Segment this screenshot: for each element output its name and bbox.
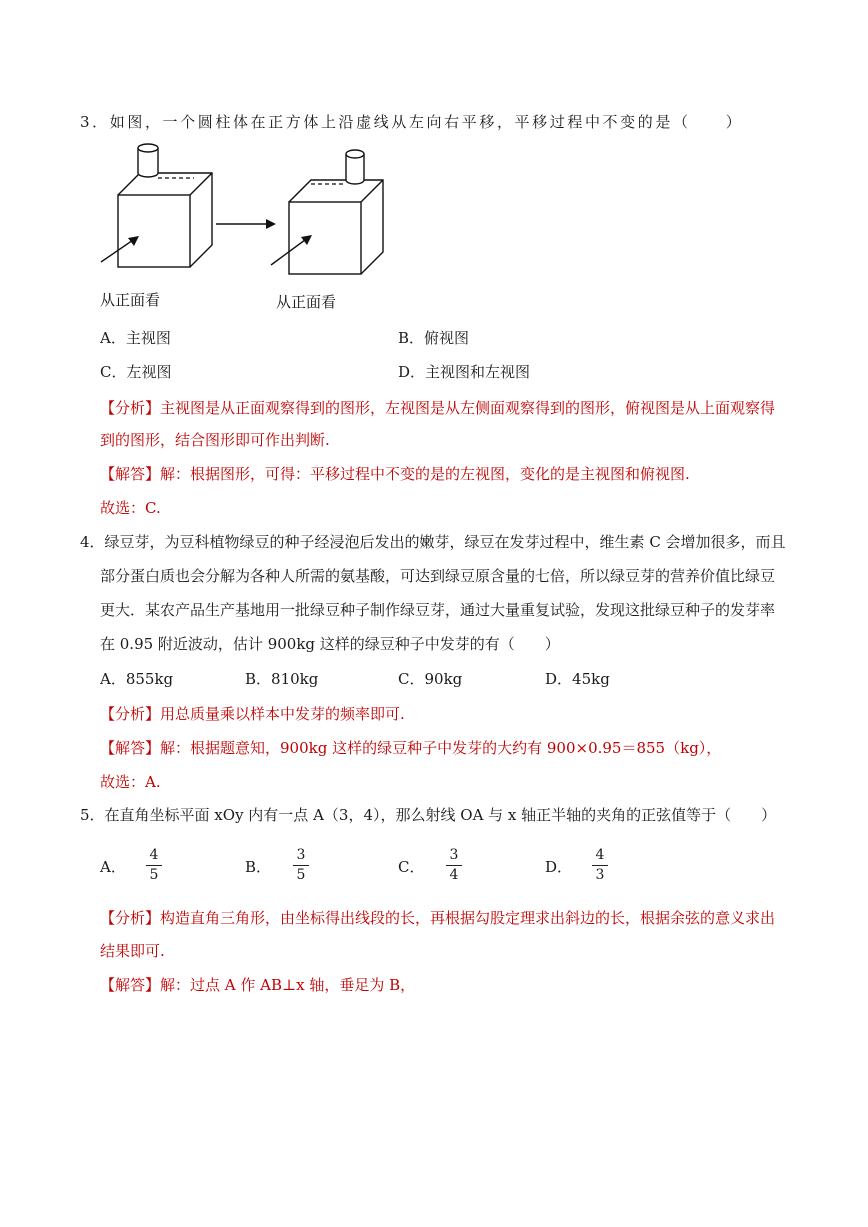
q3-option-a: A．主视图 bbox=[100, 329, 171, 347]
numerator: 3 bbox=[296, 847, 306, 863]
answer-text: 解：根据题意知，900kg 这样的绿豆种子中发芽的大约有 900×0.95＝855（kg）， bbox=[160, 739, 722, 757]
q4-analysis bbox=[100, 704, 405, 724]
analysis-tag: 【分析】 bbox=[100, 399, 161, 417]
q4-stem-line1: 4．绿豆芽，为豆科植物绿豆的种子经浸泡后发出的嫩芽，绿豆在发芽过程中，维生素 C 会增加很多，而且 bbox=[80, 533, 786, 551]
numerator: 3 bbox=[449, 847, 459, 863]
q5-analysis-line2: 结果即可. bbox=[100, 942, 165, 960]
q3-analysis-line2: 到的图形，结合图形即可作出判断. bbox=[100, 431, 330, 449]
q3-figure bbox=[96, 140, 396, 319]
q5-option-d-label: D． bbox=[545, 858, 573, 876]
q3-choice: 故选：C. bbox=[100, 499, 161, 517]
answer-text: 解：根据图形，可得：平移过程中不变的是的左视图，变化的是主视图和俯视图. bbox=[160, 465, 690, 483]
q3-option-b: B．俯视图 bbox=[398, 329, 470, 347]
q4-stem-line3: 更大．某农产品生产基地用一批绿豆种子制作绿豆芽，通过大量重复试验，发现这批绿豆种子的发芽率 bbox=[100, 601, 776, 619]
q4-answer bbox=[100, 738, 721, 758]
numerator: 4 bbox=[149, 847, 159, 863]
q3-option-d: D．主视图和左视图 bbox=[398, 363, 531, 381]
q5-option-d-fraction bbox=[592, 847, 608, 884]
analysis-tag: 【分析】 bbox=[100, 705, 161, 723]
q5-option-c-fraction bbox=[446, 847, 462, 884]
cube-translation-diagram bbox=[96, 140, 396, 315]
q4-option-c: C．90kg bbox=[398, 670, 463, 688]
q3-option-c: C．左视图 bbox=[100, 363, 172, 381]
q5-option-b-fraction bbox=[293, 847, 309, 884]
q5-analysis-line1 bbox=[100, 908, 775, 928]
q5-answer bbox=[100, 975, 415, 995]
analysis-text: 主视图是从正面观察得到的图形，左视图是从左侧面观察得到的图形，俯视图是从上面观察得 bbox=[160, 399, 776, 417]
q5-option-c-label: C． bbox=[398, 858, 425, 876]
denominator: 4 bbox=[449, 867, 459, 883]
q3-analysis-line1 bbox=[100, 398, 775, 418]
answer-tag: 【解答】 bbox=[100, 739, 161, 757]
analysis-text: 用总质量乘以样本中发芽的频率即可. bbox=[160, 705, 405, 723]
q4-option-d: D．45kg bbox=[545, 670, 610, 688]
left-cylinder bbox=[138, 144, 158, 177]
q3-answer bbox=[100, 464, 690, 484]
q4-option-b: B．810kg bbox=[245, 670, 319, 688]
left-cube bbox=[118, 173, 212, 267]
q5-stem: 5．在直角坐标平面 xOy 内有一点 A（3，4），那么射线 OA 与 x 轴正半轴的夹角的正弦值等于（ ） bbox=[80, 806, 777, 824]
q5-option-a-label: A． bbox=[100, 858, 126, 876]
left-view-label: 从正面看 bbox=[100, 292, 161, 309]
denominator: 5 bbox=[149, 867, 159, 883]
q5-option-a-fraction bbox=[146, 847, 162, 884]
right-view-label: 从正面看 bbox=[276, 294, 337, 311]
answer-tag: 【解答】 bbox=[100, 976, 161, 994]
denominator: 5 bbox=[296, 867, 306, 883]
q4-stem-line2: 部分蛋白质也会分解为各种人所需的氨基酸，可达到绿豆原含量的七倍，所以绿豆芽的营养价值比绿豆 bbox=[100, 567, 776, 585]
analysis-tag: 【分析】 bbox=[100, 909, 161, 927]
q4-choice: 故选：A. bbox=[100, 773, 161, 791]
q5-option-b-label: B． bbox=[245, 858, 272, 876]
q4-stem-line4: 在 0.95 附近波动，估计 900kg 这样的绿豆种子中发芽的有（ ） bbox=[100, 635, 560, 653]
denominator: 3 bbox=[595, 867, 605, 883]
q3-stem: 3．如图，一个圆柱体在正方体上沿虚线从左向右平移，平移过程中不变的是（ ） bbox=[80, 113, 744, 131]
answer-tag: 【解答】 bbox=[100, 465, 161, 483]
right-cube bbox=[289, 180, 383, 274]
q4-option-a: A．855kg bbox=[100, 670, 174, 688]
right-cylinder bbox=[346, 150, 364, 184]
analysis-text: 构造直角三角形，由坐标得出线段的长，再根据勾股定理求出斜边的长，根据余弦的意义求出 bbox=[160, 909, 776, 927]
answer-text: 解：过点 A 作 AB⊥x 轴，垂足为 B， bbox=[160, 976, 416, 994]
numerator: 4 bbox=[595, 847, 605, 863]
